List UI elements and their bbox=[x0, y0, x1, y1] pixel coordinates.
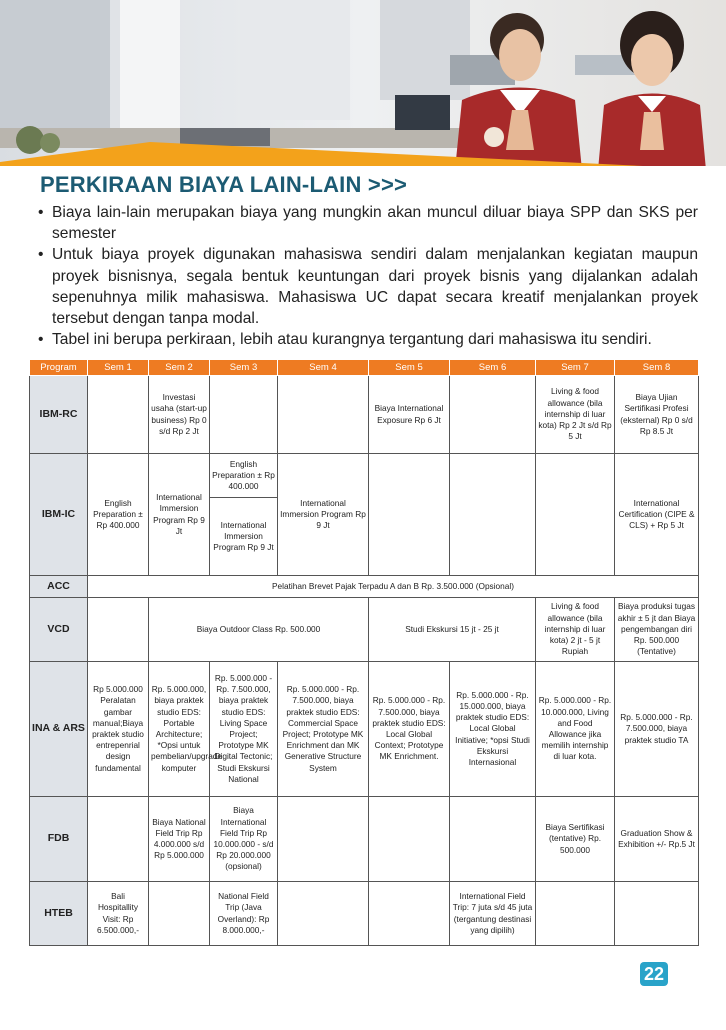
table-cell: Rp. 5.000.000 - Rp. 7.500.000, biaya praktek studio EDS: Living Space Project; Prototype MK Digital Tectonic; Studi Ekskursi National bbox=[210, 662, 278, 797]
section-title: PERKIRAAN BIAYA LAIN-LAIN >>> bbox=[40, 172, 408, 197]
table-cell: International Certification (CIPE & CLS) + Rp 5 Jt bbox=[615, 454, 699, 576]
bullet-item: • Untuk biaya proyek digunakan mahasiswa sendiri dalam menjalankan kegiatan maupun proyek bisnisnya, segala bentuk keuntungan dari proyek bisnis yang dijalankan adalah sepenuhnya milik mahasiswa. Mahasiswa UC dapat secara kreatif menjalankan proyek tersebut dengan tanpa modal. bbox=[36, 244, 698, 329]
table-cell: Bali Hospitallity Visit: Rp 6.500.000,- bbox=[88, 882, 149, 946]
table-cell: International Immersion Program Rp 9 Jt bbox=[278, 454, 369, 576]
table-cell: Graduation Show & Exhibition +/- Rp.5 Jt bbox=[615, 797, 699, 882]
table-cell: Living & food allowance (bila internship di luar kota) Rp 2 Jt s/d Rp 5 Jt bbox=[536, 376, 615, 454]
table-row-acc bbox=[30, 576, 699, 598]
table-cell bbox=[536, 882, 615, 946]
table-cell: Rp. 5.000.000 - Rp. 7.500.000, biaya praktek studio EDS: Local Global Context; Prototype MK Enrichment. bbox=[369, 662, 450, 797]
table-cell bbox=[450, 376, 536, 454]
table-cell bbox=[278, 797, 369, 882]
header-sem-3: Sem 3 bbox=[210, 360, 278, 376]
table-cell bbox=[615, 882, 699, 946]
table-cell: English Preparation ± Rp 400.000 bbox=[88, 454, 149, 576]
students-photo-illustration bbox=[0, 0, 726, 170]
table-row-vcd bbox=[30, 598, 699, 662]
table-cell: Rp 5.000.000 Peralatan gambar manual;Biaya praktek studio entrepenrial design fundamental bbox=[88, 662, 149, 797]
table-row-ibm-rc bbox=[30, 376, 699, 454]
table-cell bbox=[369, 454, 450, 576]
table-cell bbox=[536, 454, 615, 576]
table-cell bbox=[88, 797, 149, 882]
program-cell: FDB bbox=[30, 797, 88, 882]
program-cell: IBM-RC bbox=[30, 376, 88, 454]
header-program: Program bbox=[30, 360, 88, 376]
table-cell bbox=[369, 797, 450, 882]
table-cell: Biaya International Field Trip Rp 10.000.000 - s/d Rp 20.000.000 (opsional) bbox=[210, 797, 278, 882]
table-header-row bbox=[30, 360, 699, 376]
header-sem-8: Sem 8 bbox=[615, 360, 699, 376]
table-cell bbox=[149, 882, 210, 946]
table-cell: Pelatihan Brevet Pajak Terpadu A dan B Rp. 3.500.000 (Opsional) bbox=[88, 576, 699, 598]
table-cell: International Immersion Program Rp 9 Jt bbox=[210, 498, 278, 576]
table-cell: Studi Ekskursi 15 jt - 25 jt bbox=[369, 598, 536, 662]
header-sem-6: Sem 6 bbox=[450, 360, 536, 376]
table-cell bbox=[278, 882, 369, 946]
table-cell: Rp. 5.000.000 - Rp. 7.500.000, biaya praktek studio EDS: Commercial Space Project; Prototype MK Enrichment dan MK Generative Structure System bbox=[278, 662, 369, 797]
table-cell: Rp. 5.000.000 - Rp. 15.000.000, biaya praktek studio EDS: Local Global Initiative; *opsi Studi Ekskursi Internasional bbox=[450, 662, 536, 797]
header-photo bbox=[0, 0, 726, 170]
table-cell: Investasi usaha (start-up business) Rp 0 s/d Rp 2 Jt bbox=[149, 376, 210, 454]
table-cell: English Preparation ± Rp 400.000 bbox=[210, 454, 278, 498]
table-cell bbox=[88, 598, 149, 662]
table-cell: Biaya Sertifikasi (tentative) Rp. 500.000 bbox=[536, 797, 615, 882]
table-cell: Biaya Ujian Sertifikasi Profesi (eksternal) Rp 0 s/d Rp 8.5 Jt bbox=[615, 376, 699, 454]
page-number-badge: 22 bbox=[640, 962, 668, 986]
bullet-item: • Tabel ini berupa perkiraan, lebih atau kurangnya tergantung dari mahasiswa itu sendiri. bbox=[36, 329, 698, 350]
table-cell: Rp. 5.000.000, biaya praktek studio EDS: Portable Architecture; *Opsi untuk pembelian/upgrade komputer bbox=[149, 662, 210, 797]
table-cell bbox=[278, 376, 369, 454]
bullet-item: • Biaya lain-lain merupakan biaya yang mungkin akan muncul diluar biaya SPP dan SKS per semester bbox=[36, 202, 698, 244]
table-cell: International Immersion Program Rp 9 Jt bbox=[149, 454, 210, 576]
cost-table bbox=[29, 359, 699, 946]
program-cell: INA & ARS bbox=[30, 662, 88, 797]
table-cell bbox=[450, 797, 536, 882]
table-cell bbox=[210, 376, 278, 454]
header-sem-1: Sem 1 bbox=[88, 360, 149, 376]
header-sem-2: Sem 2 bbox=[149, 360, 210, 376]
program-cell: HTEB bbox=[30, 882, 88, 946]
table-cell: Biaya produksi tugas akhir ± 5 jt dan Biaya pengembangan diri Rp. 500.000 (Tentative) bbox=[615, 598, 699, 662]
table-cell: Living & food allowance (bila internship di luar kota) 2 jt - 5 jt Rupiah bbox=[536, 598, 615, 662]
header-sem-5: Sem 5 bbox=[369, 360, 450, 376]
table-cell bbox=[450, 454, 536, 576]
program-cell: IBM-IC bbox=[30, 454, 88, 576]
table-cell: National Field Trip (Java Overland): Rp 8.000.000,- bbox=[210, 882, 278, 946]
table-cell: Rp. 5.000.000 - Rp. 10.000.000, Living and Food Allowance jika memilih internship di luar kota. bbox=[536, 662, 615, 797]
program-cell: ACC bbox=[30, 576, 88, 598]
bullet-list bbox=[36, 202, 698, 350]
header-sem-4: Sem 4 bbox=[278, 360, 369, 376]
header-sem-7: Sem 7 bbox=[536, 360, 615, 376]
table-cell: Rp. 5.000.000 - Rp. 7.500.000, biaya praktek studio TA bbox=[615, 662, 699, 797]
table-row-hteb bbox=[30, 882, 699, 946]
table-row-ibm-ic bbox=[30, 454, 699, 498]
table-cell: Biaya Outdoor Class Rp. 500.000 bbox=[149, 598, 369, 662]
table-row-ina-ars bbox=[30, 662, 699, 797]
table-cell bbox=[369, 882, 450, 946]
table-cell: International Field Trip: 7 juta s/d 45 juta (tergantung destinasi yang dipilih) bbox=[450, 882, 536, 946]
table-cell: Biaya National Field Trip Rp 4.000.000 s/d Rp 5.000.000 bbox=[149, 797, 210, 882]
table-row-fdb bbox=[30, 797, 699, 882]
table-cell: Biaya International Exposure Rp 6 Jt bbox=[369, 376, 450, 454]
table-cell bbox=[88, 376, 149, 454]
program-cell: VCD bbox=[30, 598, 88, 662]
